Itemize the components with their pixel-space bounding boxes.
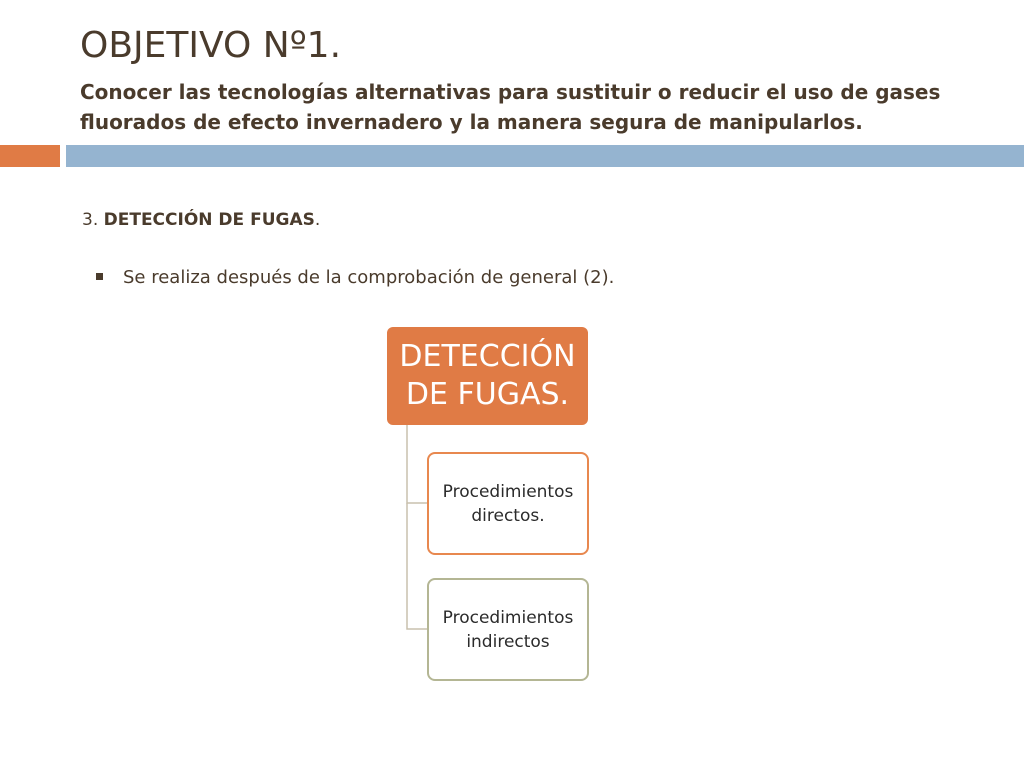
diagram-child-label-indirect: Procedimientos indirectos	[442, 607, 574, 652]
section-heading-end: .	[314, 210, 321, 230]
diagram-child-node-indirect	[427, 578, 589, 681]
section-heading-text: DETECCIÓN DE FUGAS	[103, 210, 315, 230]
connector-line-2	[407, 503, 427, 629]
diagram-root-label: DETECCIÓN DE FUGAS.	[399, 339, 576, 412]
diagram-child-node-direct	[427, 452, 589, 555]
diagram-child-label-direct: Procedimientos directos.	[442, 481, 574, 526]
connector-line-1	[407, 425, 427, 503]
section-number: 3.	[82, 210, 104, 230]
slide-title: OBJETIVO Nº1.	[80, 25, 342, 66]
diagram-root-node	[387, 327, 588, 425]
slide-subtitle: Conocer las tecnologías alternativas para sustituir o reducir el uso de gases fluorados de efecto invernadero y la manera segura de manipularlos.	[80, 80, 941, 134]
bullet-text: Se realiza después de la comprobación de general (2).	[123, 267, 615, 288]
